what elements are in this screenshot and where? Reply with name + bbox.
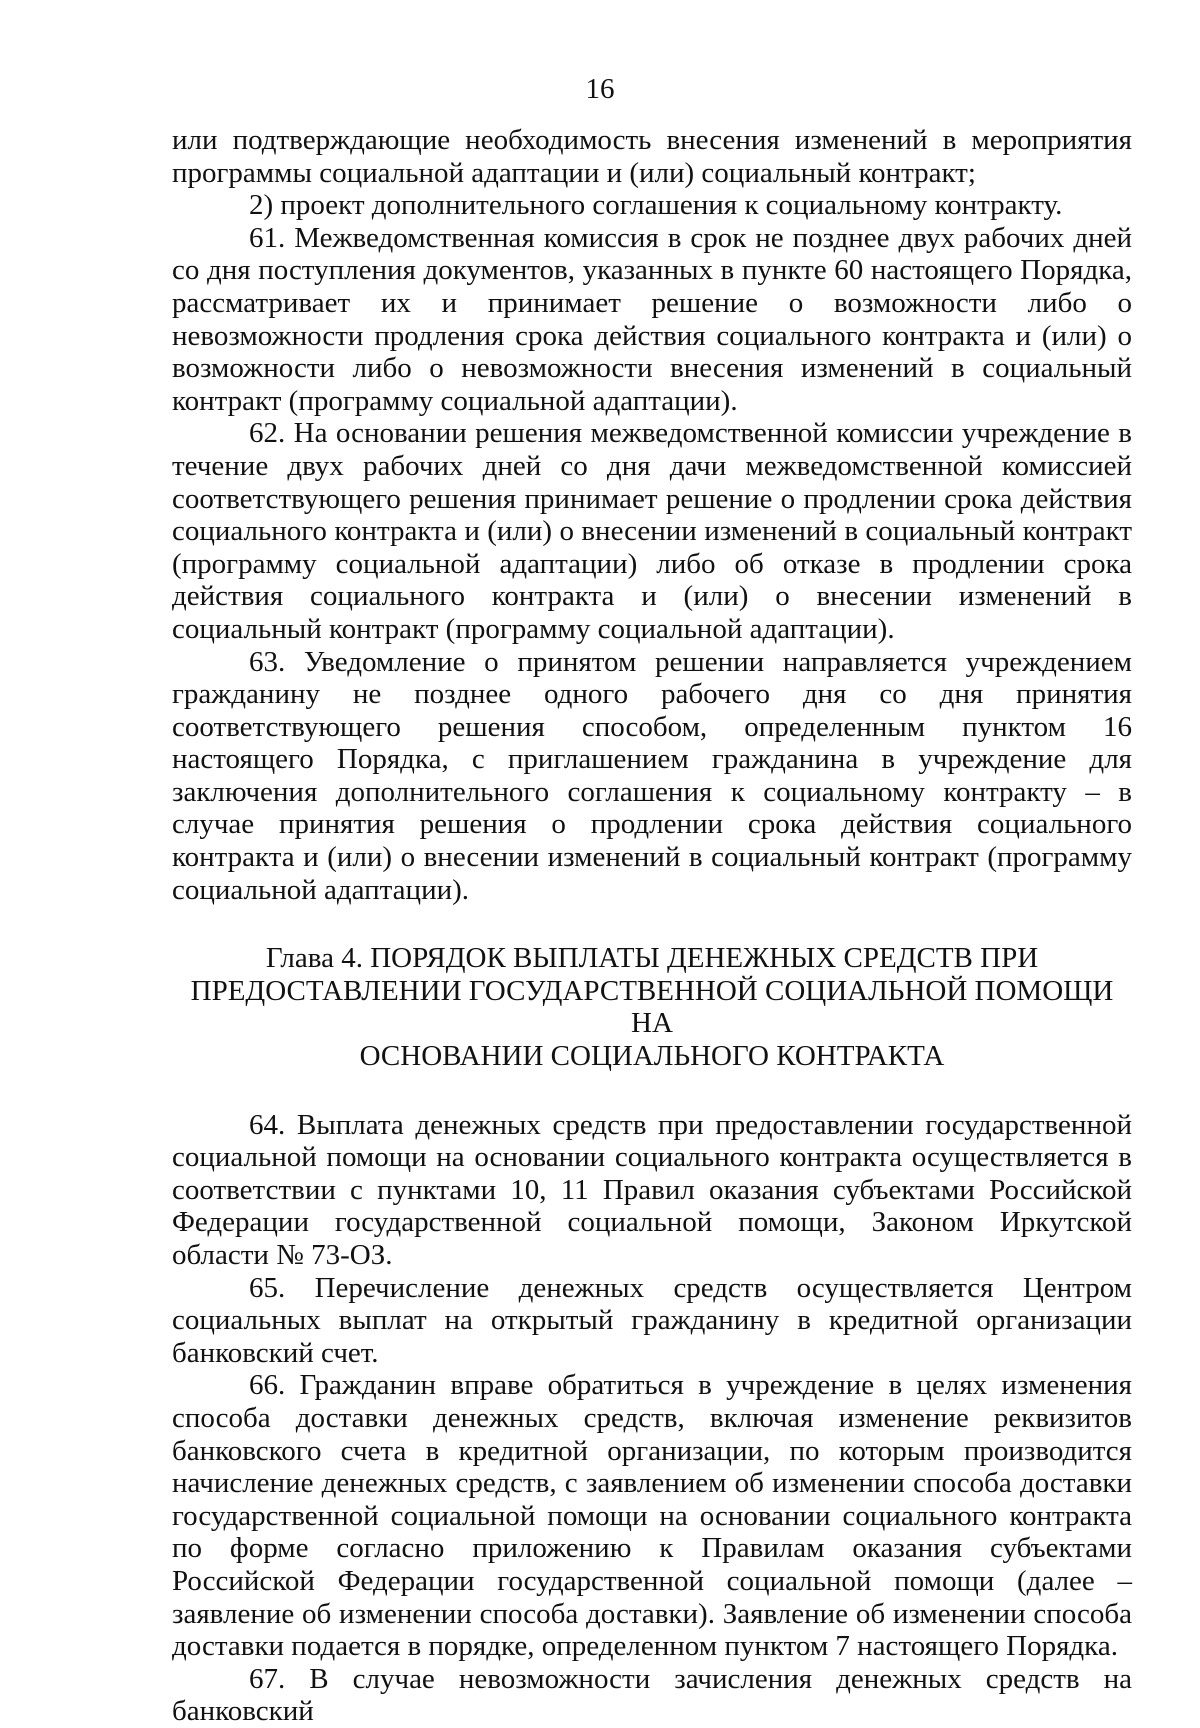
chapter-heading-line-1: Глава 4. ПОРЯДОК ВЫПЛАТЫ ДЕНЕЖНЫХ СРЕДСТВ ПРИ bbox=[265, 942, 1039, 975]
paragraph-64: 64. Выплата денежных средств при предоставлении государственной социальной помощи на основании социального контракта осуществляется в соответствии с пунктами 10, 11 Правил оказания субъектами Российской Федерации государственной социальной помощи, Законом Иркутской области № 73-ОЗ. bbox=[172, 1108, 1132, 1271]
page-number: 16 bbox=[585, 73, 615, 105]
paragraph-continuation: или подтверждающие необходимость внесения изменений в мероприятия программы социальной адаптации и (или) социальный контракт; bbox=[172, 124, 1132, 189]
paragraph-66: 66. Гражданин вправе обратиться в учреждение в целях изменения способа доставки денежных средств, включая изменение реквизитов банковского счета в кредитной организации, по которым производится начисление денежных средств, с заявлением об изменении способа доставки государственной социальной помощи на основании социального контракта по форме согласно приложению к Правилам оказания субъектами Российской Федерации государственной социальной помощи (далее – заявление об изменении способа доставки). Заявление об изменении способа доставки подается в порядке, определенном пунктом 7 настоящего Порядка. bbox=[172, 1369, 1132, 1663]
chapter-heading-line-2: ПРЕДОСТАВЛЕНИИ ГОСУДАРСТВЕННОЙ СОЦИАЛЬНОЙ ПОМОЩИ НА bbox=[190, 974, 1114, 1040]
paragraph-63: 63. Уведомление о принятом решении направляется учреждением гражданину не позднее одного рабочего дня со дня принятия соответствующего решения способом, определенным пунктом 16 настоящего Порядка, с приглашением гражданина в учреждение для заключения дополнительного соглашения к социальному контракту – в случае принятия решения о продлении срока действия социального контракта и (или) о внесении изменений в социальный контракт (программу социальной адаптации). bbox=[172, 645, 1132, 906]
paragraph-67: 67. В случае невозможности зачисления денежных средств на банковский bbox=[172, 1662, 1132, 1728]
document-body bbox=[172, 124, 1132, 1728]
paragraph-65: 65. Перечисление денежных средств осуществляется Центром социальных выплат на открытый гражданину в кредитной организации банковский счет. bbox=[172, 1271, 1132, 1369]
paragraph-item-2: 2) проект дополнительного соглашения к социальному контракту. bbox=[249, 189, 1063, 222]
chapter-heading-line-3: ОСНОВАНИИ СОЦИАЛЬНОГО КОНТРАКТА bbox=[359, 1040, 945, 1073]
chapter-heading bbox=[172, 942, 1132, 1072]
paragraph-61: 61. Межведомственная комиссия в срок не позднее двух рабочих дней со дня поступления документов, указанных в пункте 60 настоящего Порядка, рассматривает их и принимает решение о возможности либо о невозможности продления срока действия социального контракта и (или) о возможности либо о невозможности внесения изменений в социальный контракт (программу социальной адаптации). bbox=[172, 221, 1132, 417]
paragraph-62: 62. На основании решения межведомственной комиссии учреждение в течение двух рабочих дней со дня дачи межведомственной комиссией соответствующего решения принимает решение о продлении срока действия социального контракта и (или) о внесении изменений в социальный контракт (программу социальной адаптации) либо об отказе в продлении срока действия социального контракта и (или) о внесении изменений в социальный контракт (программу социальной адаптации). bbox=[172, 417, 1132, 645]
